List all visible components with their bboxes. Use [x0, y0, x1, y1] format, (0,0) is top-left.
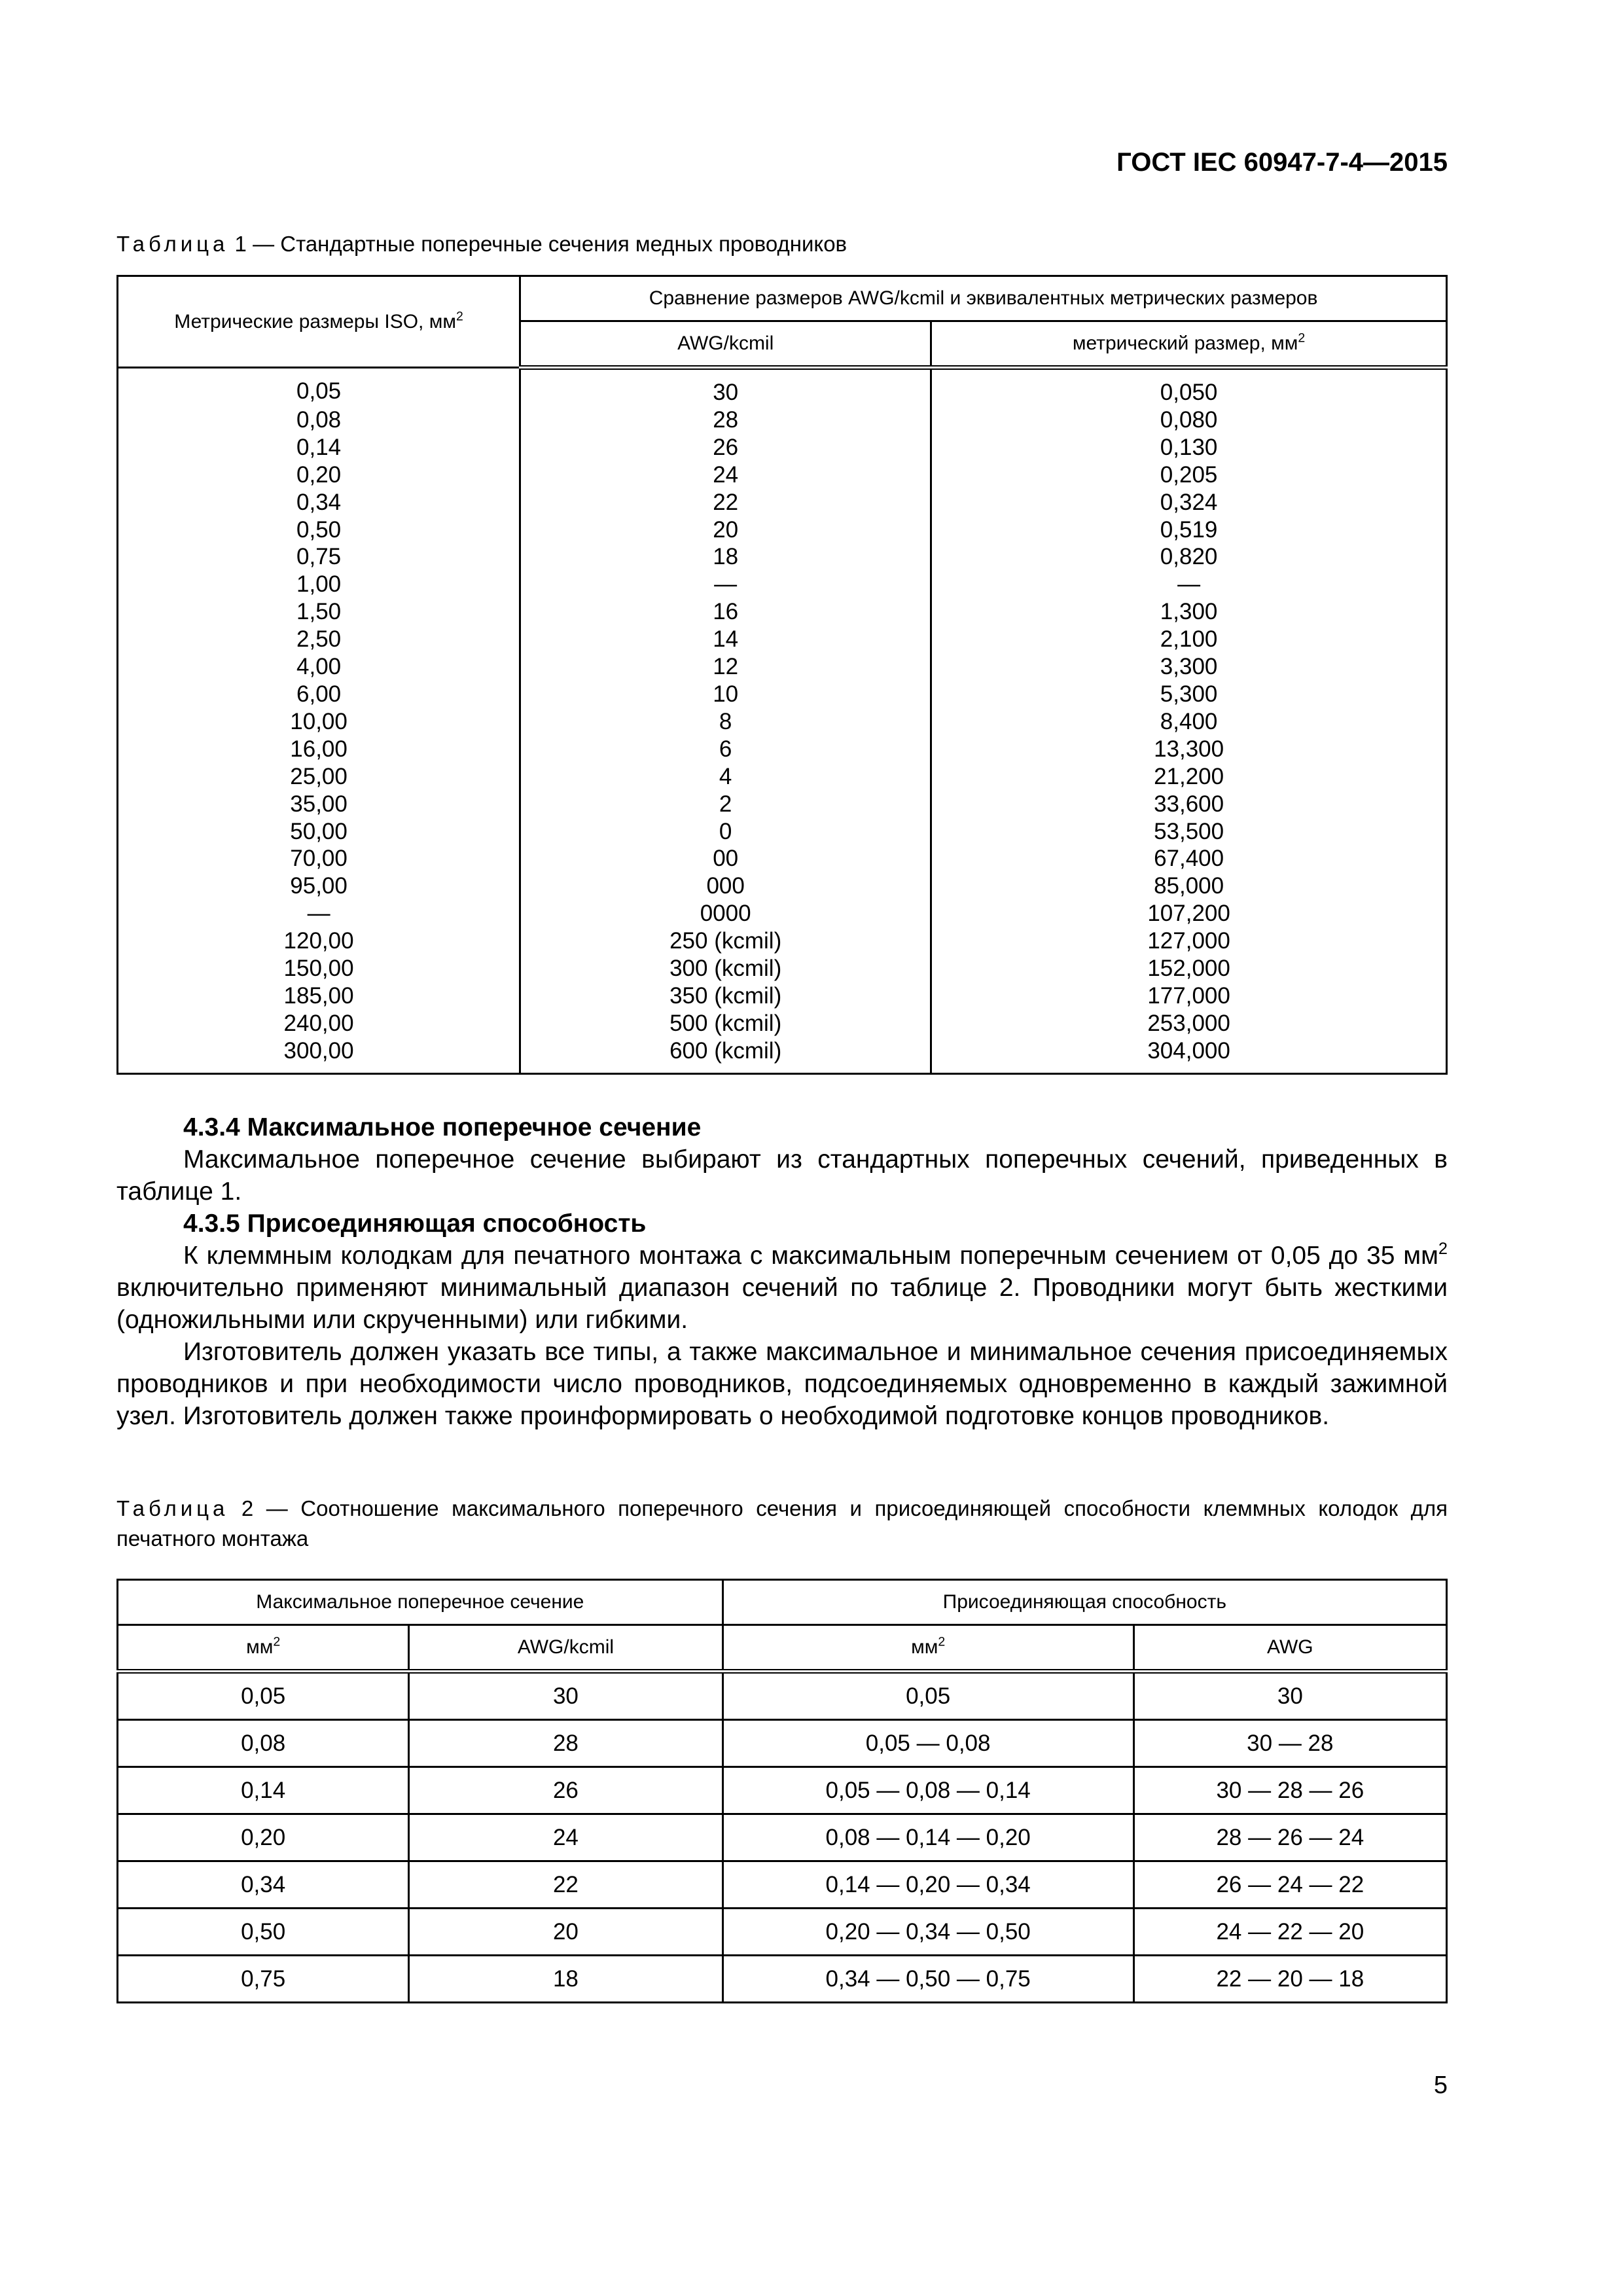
table-cell: 000 [520, 872, 931, 900]
table1-header-comparison: Сравнение размеров AWG/kcmil и эквивалентных метрических размеров [520, 276, 1447, 321]
table-row [118, 736, 1447, 763]
table-row [118, 955, 1447, 982]
table-row [118, 1767, 1447, 1814]
table1-header-awg: AWG/kcmil [520, 321, 931, 368]
table-cell: 2,50 [118, 626, 520, 653]
table-row [118, 818, 1447, 846]
table-cell: 0,50 [118, 1909, 409, 1956]
table-cell: 20 [409, 1909, 722, 1956]
table-cell: 1,00 [118, 571, 520, 598]
table-row [118, 516, 1447, 544]
table-cell: 300 (kcmil) [520, 955, 931, 982]
table-cell: 0000 [520, 900, 931, 927]
table-cell: 0,080 [931, 406, 1447, 434]
table-cell: 0 [520, 818, 931, 846]
table-cell: 0,20 [118, 461, 520, 489]
table-cell: 0,08 [118, 406, 520, 434]
table-cell: 28 [409, 1720, 722, 1767]
table-cell: 1,50 [118, 598, 520, 626]
table-cell: 250 (kcmil) [520, 927, 931, 955]
table-row [118, 1909, 1447, 1956]
table2-header-awg: AWG [1133, 1625, 1446, 1672]
table-cell: 5,300 [931, 681, 1447, 708]
table-cell: 0,205 [931, 461, 1447, 489]
table-row [118, 1037, 1447, 1073]
table-cell: 0,05 [118, 1672, 409, 1720]
table-row [118, 791, 1447, 818]
table-row [118, 1672, 1447, 1720]
table2-header-mm2: $мм^2$ [118, 1625, 409, 1672]
table-row [118, 653, 1447, 681]
table-cell: 28 [520, 406, 931, 434]
section-4-3-5-heading: 4.3.5 Присоединяющая способность [183, 1210, 647, 1238]
table-cell: 253,000 [931, 1010, 1447, 1037]
table-cell: 20 [520, 516, 931, 544]
table-cell: 85,000 [931, 872, 1447, 900]
table-cell: 21,200 [931, 763, 1447, 791]
table-cell: 18 [520, 543, 931, 571]
table-cell: 0,75 [118, 543, 520, 571]
table-cell: 30 — 28 — 26 [1133, 1767, 1446, 1814]
table-cell: 16,00 [118, 736, 520, 763]
table-cell: 30 [1133, 1672, 1446, 1720]
table-cell: 350 (kcmil) [520, 982, 931, 1010]
table-cell: 0,14 [118, 434, 520, 461]
table-cell: 26 [520, 434, 931, 461]
table-cell: 0,05 — 0,08 [722, 1720, 1133, 1767]
table2-caption-prefix: Таблица [116, 1496, 229, 1520]
section-4-3-4 [116, 1111, 1448, 1432]
table2-connection-capacity [116, 1579, 1448, 2003]
table2-header-max-cross-section: Максимальное поперечное сечение [118, 1580, 723, 1625]
table2-caption-text: 2 — Соотношение максимального поперечного сечения и присоединяющей способности клеммных колодок для печатного монтажа [116, 1496, 1448, 1551]
table-cell: 0,05 [722, 1672, 1133, 1720]
table-cell: 2,100 [931, 626, 1447, 653]
table-cell: 10,00 [118, 708, 520, 736]
section-4-3-4-text: Максимальное поперечное сечение выбирают из стандартных поперечных сечений, приведенных в таблице 1. [116, 1145, 1448, 1206]
table-cell: 240,00 [118, 1010, 520, 1037]
table-cell: 500 (kcmil) [520, 1010, 931, 1037]
table-row [118, 845, 1447, 872]
table1-header-metric-size: метрический размер, $мм^2$ [931, 321, 1447, 368]
table-row [118, 927, 1447, 955]
table-cell: 300,00 [118, 1037, 520, 1073]
table-row [118, 681, 1447, 708]
table-row [118, 489, 1447, 516]
table-cell: 6 [520, 736, 931, 763]
table2-body [118, 1672, 1447, 2003]
table1-copper-cross-sections [116, 275, 1448, 1075]
table-cell: 22 [409, 1861, 722, 1909]
table-cell: 150,00 [118, 955, 520, 982]
table-cell: 53,500 [931, 818, 1447, 846]
table-cell: 0,130 [931, 434, 1447, 461]
table-row [118, 1010, 1447, 1037]
section-4-3-5-paragraph-2: Изготовитель должен указать все типы, а также максимальное и минимальное сечения присоединяемых проводников и при необходимости число проводников, подсоединяемых одновременно в каждый зажимной узел. Изготовитель должен также проинформировать о необходимой подготовке концов проводников. [116, 1338, 1448, 1430]
table-cell: 30 [520, 368, 931, 406]
table1-caption-prefix: Таблица [116, 232, 229, 256]
table-row [118, 598, 1447, 626]
table-cell: 0,34 [118, 489, 520, 516]
table-cell: 16 [520, 598, 931, 626]
table-cell: 0,05 — 0,08 — 0,14 [722, 1767, 1133, 1814]
table-cell: 120,00 [118, 927, 520, 955]
table-cell: 0,20 — 0,34 — 0,50 [722, 1909, 1133, 1956]
table-cell: 4,00 [118, 653, 520, 681]
table1-caption-text: 1 — Стандартные поперечные сечения медных проводников [228, 232, 847, 256]
table-cell: 0,050 [931, 368, 1447, 406]
table-cell: 30 — 28 [1133, 1720, 1446, 1767]
document-code: ГОСТ IEC 60947-7-4—2015 [1116, 148, 1448, 177]
table-cell: 0,34 — 0,50 — 0,75 [722, 1956, 1133, 2003]
table2-header-awg-kcmil: AWG/kcmil [409, 1625, 722, 1672]
table1-header-metric-iso: Метрические размеры ISO, $мм^2$ [118, 276, 520, 368]
table-row [118, 434, 1447, 461]
table-cell: 10 [520, 681, 931, 708]
table-cell: 0,519 [931, 516, 1447, 544]
table-cell: 600 (kcmil) [520, 1037, 931, 1073]
table-cell: 95,00 [118, 872, 520, 900]
table-cell: 24 [409, 1814, 722, 1861]
table-cell: 0,75 [118, 1956, 409, 2003]
table-cell: 35,00 [118, 791, 520, 818]
table-cell: 304,000 [931, 1037, 1447, 1073]
table-cell: 33,600 [931, 791, 1447, 818]
table-cell: 13,300 [931, 736, 1447, 763]
table-cell: 0,08 [118, 1720, 409, 1767]
table-cell: 22 [520, 489, 931, 516]
table-cell: 152,000 [931, 955, 1447, 982]
table-cell: 0,324 [931, 489, 1447, 516]
table-cell: 107,200 [931, 900, 1447, 927]
table-row [118, 708, 1447, 736]
table-row [118, 543, 1447, 571]
table-cell: 30 [409, 1672, 722, 1720]
section-4-3-5-paragraph-1: К клеммным колодкам для печатного монтажа с максимальным поперечным сечением от 0,05 до 35 $мм^2$ включительно применяют минимальный диапазон сечений по таблице 2. Проводники могут быть жесткими (одножильными или скрученными) или гибкими. [116, 1239, 1448, 1334]
table-row [118, 982, 1447, 1010]
table-cell: 25,00 [118, 763, 520, 791]
table-row [118, 1814, 1447, 1861]
table-cell: 8,400 [931, 708, 1447, 736]
table-cell: 24 — 22 — 20 [1133, 1909, 1446, 1956]
page-number: 5 [1433, 2072, 1448, 2099]
table-cell: 24 [520, 461, 931, 489]
table-cell: 18 [409, 1956, 722, 2003]
section-4-3-4-heading: 4.3.4 Максимальное поперечное сечение [183, 1113, 702, 1141]
table-cell: 0,14 [118, 1767, 409, 1814]
table-row [118, 900, 1447, 927]
table-cell: — [520, 571, 931, 598]
table-cell: 2 [520, 791, 931, 818]
table-cell: 22 — 20 — 18 [1133, 1956, 1446, 2003]
table-cell: 3,300 [931, 653, 1447, 681]
table-cell: 67,400 [931, 845, 1447, 872]
table-cell: 0,34 [118, 1861, 409, 1909]
table-row [118, 872, 1447, 900]
table-cell: 0,05 [118, 368, 520, 406]
table-cell: 6,00 [118, 681, 520, 708]
table-cell: 8 [520, 708, 931, 736]
table-cell: — [118, 900, 520, 927]
table1-caption [116, 229, 1448, 259]
table-row [118, 461, 1447, 489]
table-cell: 0,50 [118, 516, 520, 544]
table-row [118, 571, 1447, 598]
table-cell: 0,14 — 0,20 — 0,34 [722, 1861, 1133, 1909]
table-cell: — [931, 571, 1447, 598]
table-cell: 26 — 24 — 22 [1133, 1861, 1446, 1909]
table-row [118, 1861, 1447, 1909]
table-row [118, 1720, 1447, 1767]
table-cell: 4 [520, 763, 931, 791]
table-cell: 0,08 — 0,14 — 0,20 [722, 1814, 1133, 1861]
table-cell: 00 [520, 845, 931, 872]
table-row [118, 626, 1447, 653]
table1-body [118, 368, 1447, 1074]
table-cell: 14 [520, 626, 931, 653]
table-cell: 26 [409, 1767, 722, 1814]
table-row [118, 406, 1447, 434]
table-cell: 12 [520, 653, 931, 681]
table-cell: 28 — 26 — 24 [1133, 1814, 1446, 1861]
table-cell: 0,820 [931, 543, 1447, 571]
table2-caption [116, 1494, 1448, 1554]
table-cell: 50,00 [118, 818, 520, 846]
table2-header-capacity-mm2: $мм^2$ [722, 1625, 1133, 1672]
table-cell: 185,00 [118, 982, 520, 1010]
table-cell: 177,000 [931, 982, 1447, 1010]
table-row [118, 763, 1447, 791]
table-cell: 127,000 [931, 927, 1447, 955]
table-row [118, 368, 1447, 406]
table-row [118, 1956, 1447, 2003]
table-cell: 0,20 [118, 1814, 409, 1861]
table2-header-connection-capacity: Присоединяющая способность [722, 1580, 1446, 1625]
table-cell: 1,300 [931, 598, 1447, 626]
table-cell: 70,00 [118, 845, 520, 872]
